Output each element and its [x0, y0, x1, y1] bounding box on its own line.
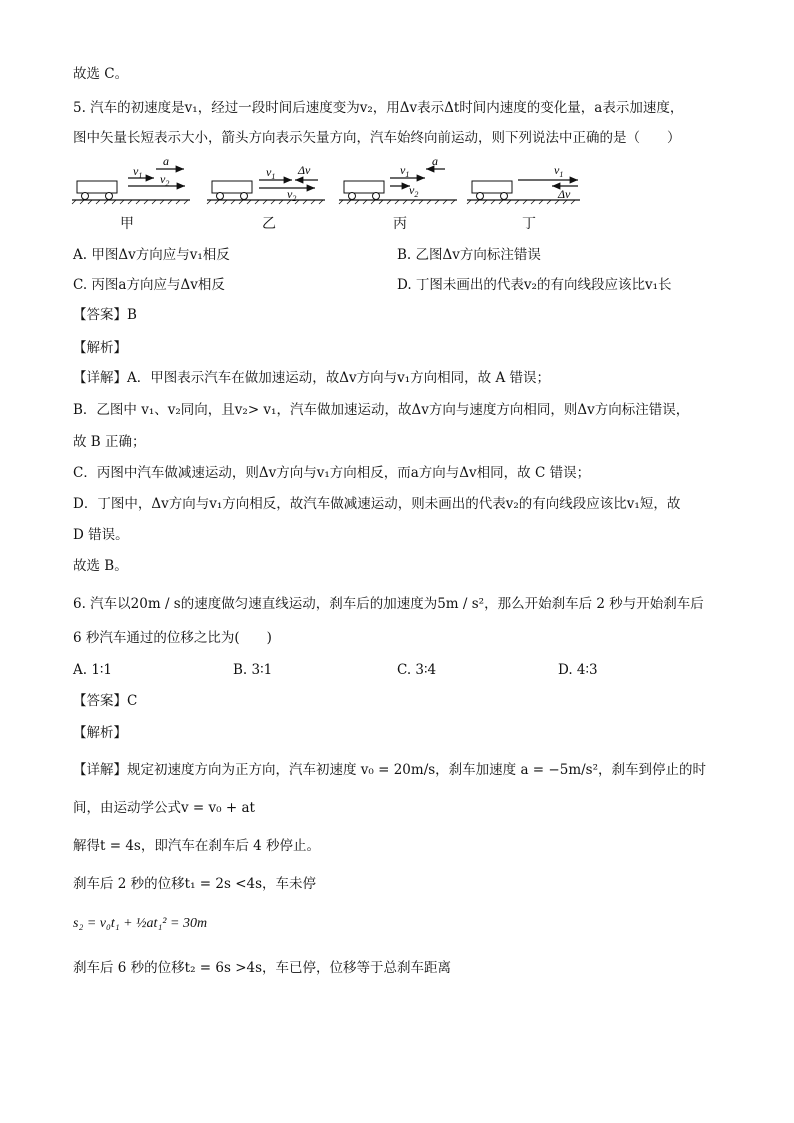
q6-detail-line1: 【详解】规定初速度方向为正方向，汽车初速度 v₀ = 20m/s，刹车加速度 a = −5m/s²，刹车到停止的时 [73, 762, 707, 778]
svg-text:v1: $v_1$ [400, 163, 410, 179]
svg-text:v1: $v_1$ [266, 165, 276, 181]
svg-text:v2: $v_2$ [287, 187, 297, 203]
figure-label-ding: 丁 [522, 216, 536, 232]
figure-label-jia: 甲 [120, 216, 134, 232]
q6-stem-line1: 6. 汽车以20m / s的速度做匀速直线运动，刹车后的加速度为5m / s²，那么开始刹车后 2 秒与开始刹车后 [73, 596, 704, 612]
svg-text:v2: $v_2$ [409, 183, 419, 199]
q5-detail-line4: C．丙图中汽车做减速运动，则Δv方向与v₁方向相反，而a方向与Δv相同，故 C 错误； [73, 465, 591, 481]
q5-option-d: D. 丁图未画出的代表v₂的有向线段应该比v₁长 [397, 277, 672, 293]
q5-detail-line6: D 错误。 [73, 527, 129, 543]
q5-detail-line5: D．丁图中，Δv方向与v₁方向相反，故汽车做减速运动，则未画出的代表v₂的有向线段应该比v₁短，故 [73, 496, 681, 512]
svg-text:v1: $v_1$ [133, 164, 143, 180]
q6-option-b: B. 3∶1 [233, 662, 273, 678]
q5-detail-line2: B．乙图中 v₁、v₂同向，且v₂> v₁，汽车做加速运动，故Δv方向与速度方向相同，则Δv方向标注错误， [73, 402, 690, 418]
q5-analysis-heading: 【解析】 [73, 340, 127, 356]
figure-yi [207, 163, 325, 204]
previous-conclusion: 故选 C。 [73, 66, 129, 82]
q6-option-c: C. 3∶4 [397, 662, 437, 678]
q5-option-a: A. 甲图Δv方向应与v₁相反 [73, 247, 230, 263]
q5-option-c: C. 丙图a方向应与Δv相反 [73, 277, 225, 293]
svg-text:v1: $v_1$ [554, 163, 564, 179]
q5-stem-line2: 图中矢量长短表示大小，箭头方向表示矢量方向，汽车始终向前运动，则下列说法中正确的是（ ） [73, 130, 681, 146]
q6-option-a: A. 1∶1 [73, 662, 113, 678]
q6-analysis-heading: 【解析】 [73, 725, 127, 741]
svg-text:Δv: Δv [298, 163, 311, 177]
q6-stem-line2: 6 秒汽车通过的位移之比为( ) [73, 630, 272, 646]
q6-option-d: D. 4∶3 [558, 662, 598, 678]
svg-text:a: a [432, 154, 438, 168]
q6-formula: s₂ = v₀t₁ + ½at₁² = 30m [73, 916, 208, 931]
q6-answer: 【答案】C [73, 693, 138, 709]
q5-answer: 【答案】B [73, 307, 137, 323]
q6-detail-line2: 间，由运动学公式v = v₀ + at [73, 800, 255, 816]
q6-detail-line5: 刹车后 6 秒的位移t₂ = 6s >4s，车已停，位移等于总刹车距离 [73, 960, 452, 976]
svg-text:Δv: Δv [558, 187, 571, 201]
svg-text:v2: $v_2$ [160, 172, 170, 188]
figure-label-bing: 丙 [393, 216, 407, 232]
q5-detail-line1: 【详解】A．甲图表示汽车在做加速运动，故Δv方向与v₁方向相同，故 A 错误； [73, 370, 550, 386]
figure-jia [72, 154, 190, 204]
q5-option-b: B. 乙图Δv方向标注错误 [397, 247, 541, 263]
q6-detail-line4: 刹车后 2 秒的位移t₁ = 2s <4s，车未停 [73, 876, 317, 892]
figure-ding [467, 163, 580, 204]
figure-bing [339, 154, 457, 204]
svg-text:a: a [163, 154, 169, 168]
q6-detail-line3: 解得t = 4s，即汽车在刹车后 4 秒停止。 [73, 838, 321, 854]
q5-detail-line3: 故 B 正确； [73, 434, 146, 450]
figure-label-yi: 乙 [262, 216, 276, 232]
q5-conclusion: 故选 B。 [73, 558, 128, 574]
q5-stem-line1: 5. 汽车的初速度是v₁，经过一段时间后速度变为v₂，用Δv表示Δt时间内速度的变化量，a表示加速度， [73, 100, 684, 116]
